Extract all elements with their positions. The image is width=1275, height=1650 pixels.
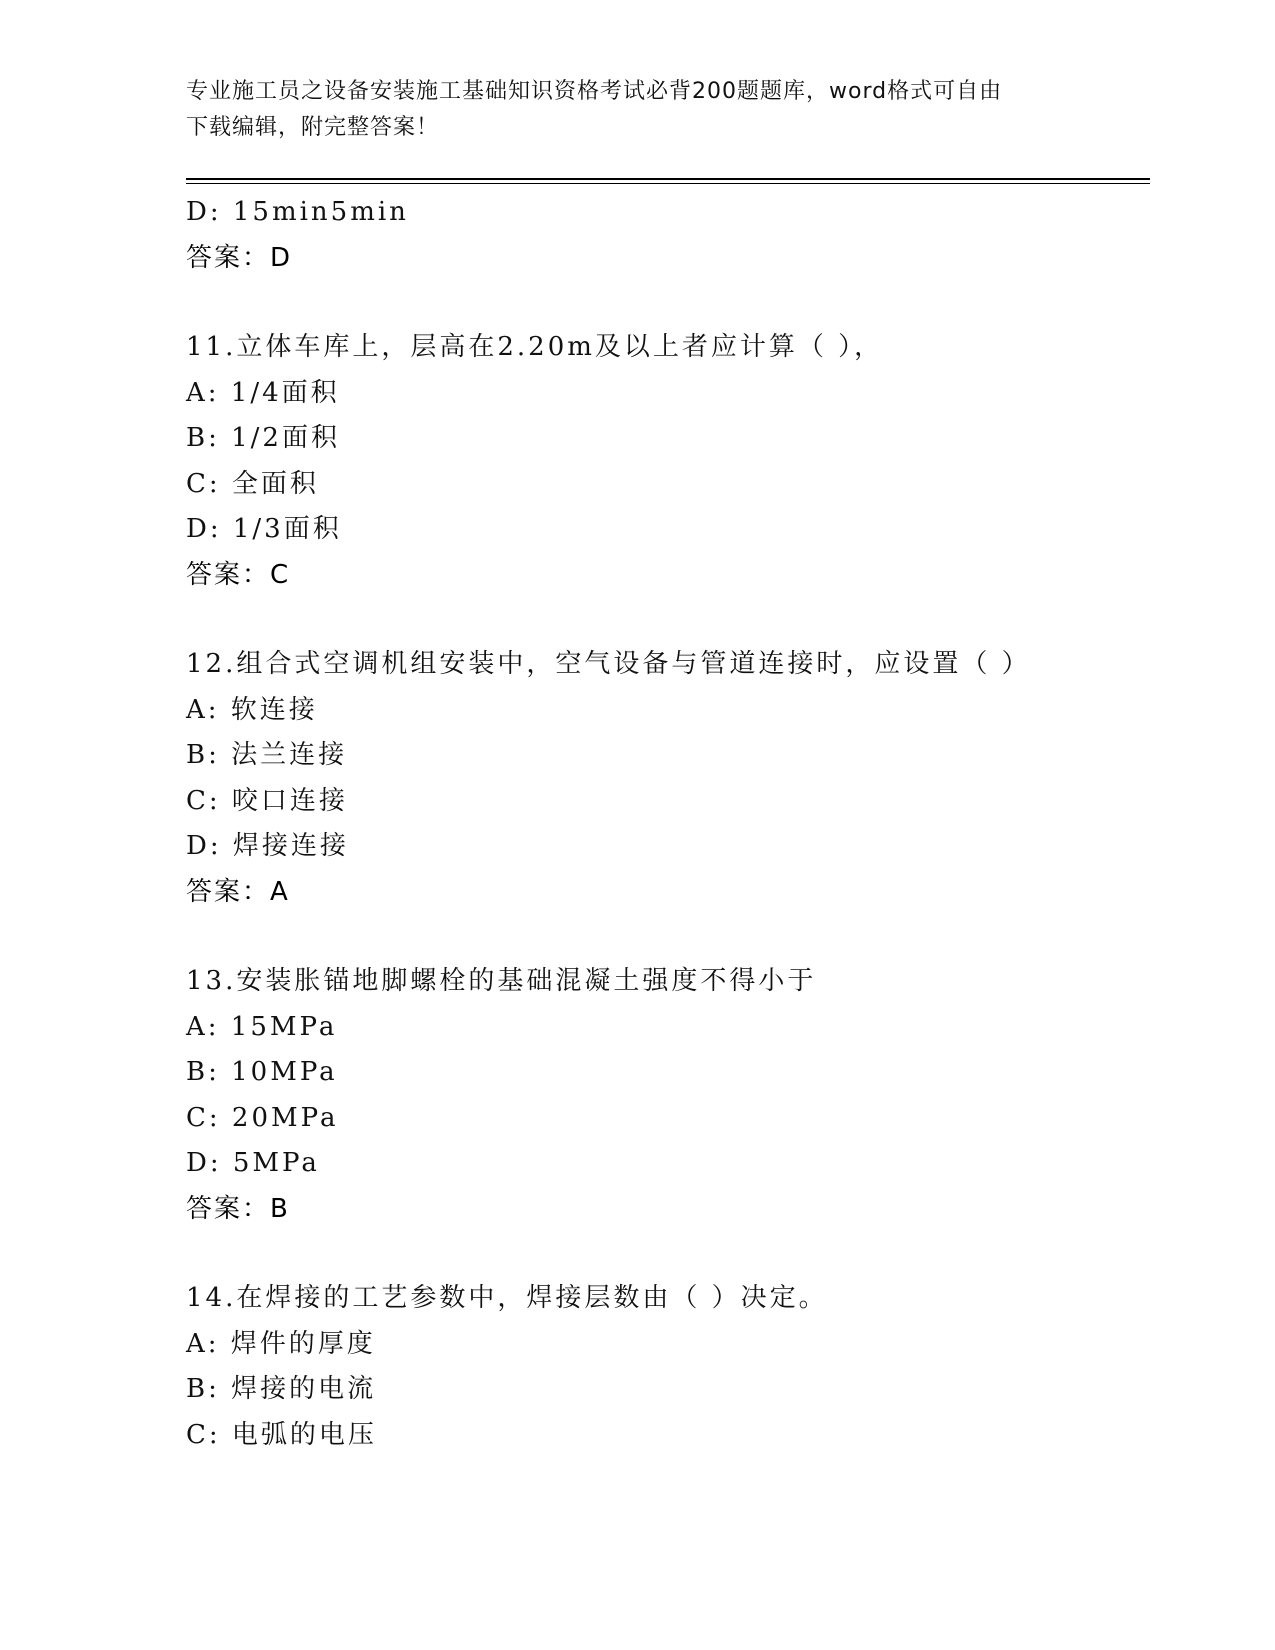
option-d: D: 1/3面积 (186, 514, 342, 544)
spacer (186, 598, 1150, 642)
option-c: C: 咬口连接 (186, 785, 348, 816)
option-a: A: 15MPa (186, 1011, 338, 1042)
spacer (186, 915, 1150, 959)
header-divider-thick (186, 178, 1150, 180)
header-title-line-1: 专业施工员之设备安装施工基础知识资格考试必背200题题库，word格式可自由 (186, 79, 1003, 104)
option-b: B: 1/2面积 (186, 423, 340, 453)
option-b: B: 法兰连接 (186, 740, 348, 770)
question-13 (186, 959, 1150, 1232)
answer-line: 答案：A (186, 876, 290, 907)
header-title-line-2: 下载编辑，附完整答案！ (186, 115, 440, 140)
spacer (186, 281, 1150, 325)
question-list (186, 190, 1150, 1458)
question-stem: 11.立体车库上，层高在2.20m及以上者应计算（ ）， (186, 332, 884, 362)
option-a: A: 软连接 (186, 694, 318, 725)
option-c: C: 全面积 (186, 468, 319, 499)
question-stem: 13.安装胀锚地脚螺栓的基础混凝土强度不得小于 (186, 966, 817, 996)
option-d: D: 5MPa (186, 1148, 320, 1178)
question-11 (186, 325, 1150, 598)
question-14 (186, 1276, 1150, 1458)
option-a: A: 焊件的厚度 (186, 1328, 376, 1359)
question-stem: 14.在焊接的工艺参数中，焊接层数由（ ）决定。 (186, 1283, 828, 1313)
question-continued (186, 190, 1150, 281)
option-a: A: 1/4面积 (186, 377, 340, 408)
answer-line: 答案：C (186, 559, 291, 590)
option-b: B: 焊接的电流 (186, 1374, 377, 1404)
header-divider-thin (186, 183, 1150, 184)
option-d: D: 焊接连接 (186, 831, 349, 861)
option-d: D: 15min5min (186, 197, 409, 227)
spacer (186, 1232, 1150, 1276)
option-c: C: 电弧的电压 (186, 1419, 377, 1450)
question-stem: 12.组合式空调机组安装中，空气设备与管道连接时，应设置（ ） (186, 649, 1031, 679)
answer-line: 答案：B (186, 1193, 290, 1224)
answer-line: 答案：D (186, 242, 293, 273)
document-header (186, 74, 1076, 146)
option-c: C: 20MPa (186, 1102, 339, 1133)
question-12 (186, 642, 1150, 915)
option-b: B: 10MPa (186, 1057, 338, 1087)
